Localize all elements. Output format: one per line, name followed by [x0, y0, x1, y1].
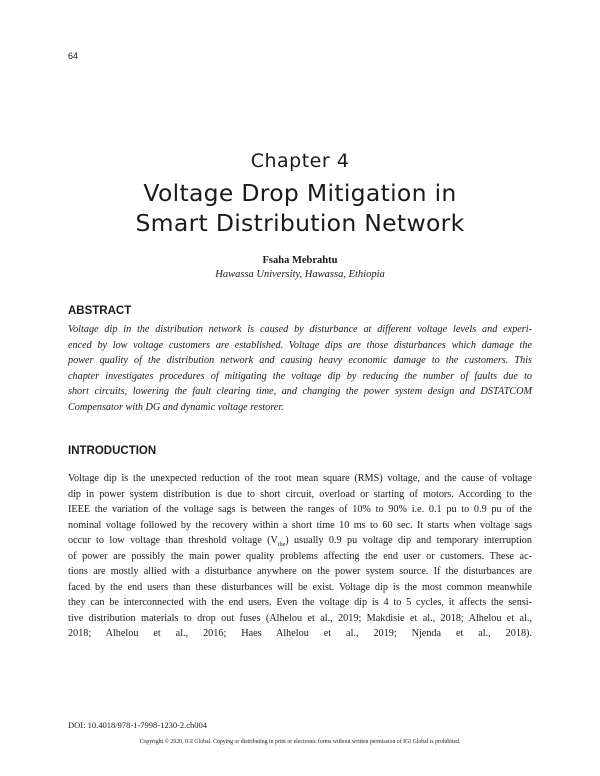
author-name: Fsaha Mebrahtu — [262, 255, 338, 266]
introduction-text — [68, 471, 532, 657]
doi: DOI: 10.4018/978-1-7998-1230-2.ch004 — [68, 720, 208, 730]
intro-line — [68, 533, 532, 549]
chapter-label: Chapter 4 — [250, 150, 350, 172]
abstract-line: chapter investigates procedures of mitigating the voltage dip by reducing the number of faults due to — [68, 370, 532, 382]
copyright-notice: Copyright © 2020, IGI Global. Copying or distributing in print or electronic forms without written permission of IGI Global is prohibited. — [139, 739, 461, 745]
chapter-title — [0, 178, 600, 238]
intro-line — [68, 642, 532, 658]
introduction-heading: INTRODUCTION — [68, 445, 157, 457]
abstract-heading: ABSTRACT — [68, 305, 132, 317]
abstract-line: enced by low voltage customers are established. Voltage dips are those disturbances which damage the — [68, 339, 532, 351]
intro-line: IEEE the variation of the voltage sags is between the ranges of 10% to 90% i.e. 0.1 pu to 0.9 pu of the — [68, 504, 532, 515]
threshold-subscript: the — [277, 542, 286, 549]
abstract-text — [68, 322, 532, 415]
intro-line: of power are possibly the main power quality problems affecting the end user or customers. These ac- — [68, 550, 532, 562]
chapter-title-line: Voltage Drop Mitigation in — [143, 179, 457, 207]
abstract-line: power quality of the distribution network and causing heavy economic damage to the customers. This — [68, 355, 532, 366]
intro-line: tive distribution materials to drop out fuses (Alhelou et al., 2019; Makdisie et al., 2018; Alhelou et al., — [68, 612, 532, 624]
intro-line-part: occur to low voltage than threshold voltage (V — [68, 535, 278, 546]
abstract-line: Compensator with DG and dynamic voltage restorer. — [68, 401, 284, 413]
author-affiliation: Hawassa University, Hawassa, Ethiopia — [215, 269, 385, 280]
intro-line: nominal voltage followed by the recovery within a short time 10 ms to 60 sec. It starts when voltage sags — [68, 519, 532, 531]
intro-line: tions are mostly allied with a disturbance anywhere on the power system source. If the disturbances are — [68, 566, 532, 577]
page-number: 64 — [68, 51, 79, 61]
intro-line: Voltage dip is the unexpected reduction of the root mean square (RMS) voltage, and the cause of voltage — [68, 473, 532, 484]
abstract-line: short circuits, lowering the fault clearing time, and changing the power system design and DSTATCOM — [68, 386, 532, 397]
intro-line: 2018; Alhelou et al., 2016; Haes Alhelou et al., 2019; Njenda et al., 2018). — [68, 628, 532, 639]
intro-line-part: ) usually 0.9 pu voltage dip and temporary interruption — [285, 535, 532, 546]
abstract-line: Voltage dip in the distribution network is caused by disturbance at different voltage levels and experi- — [68, 324, 532, 335]
intro-line: dip in power system distribution is due to short circuit, overload or starting of motors. According to the — [68, 488, 532, 500]
intro-line: they can be interconnected with the end users. Even the voltage dip is 4 to 5 cycles, it affects the sensi- — [68, 597, 532, 608]
chapter-title-line: Smart Distribution Network — [135, 209, 465, 237]
intro-line: faced by the end users than these disturbances will be exist. Voltage dip is the most common meanwhile — [68, 581, 532, 593]
